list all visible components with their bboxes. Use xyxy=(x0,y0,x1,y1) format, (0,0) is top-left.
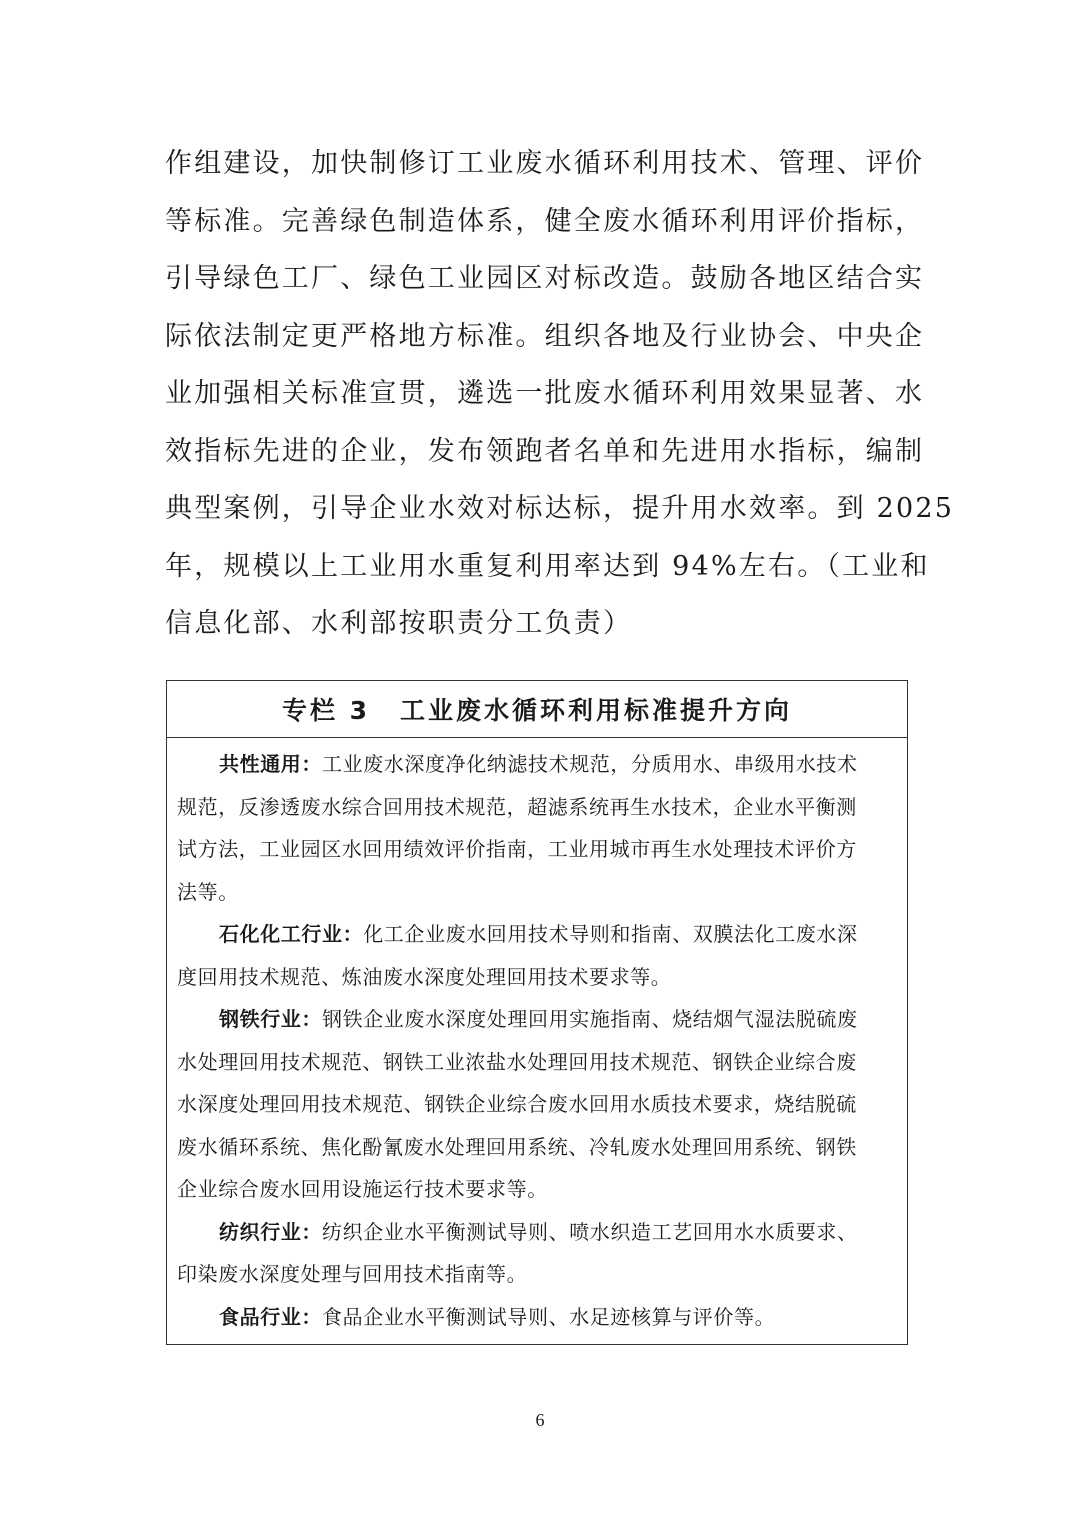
body-line: 年，规模以上工业用水重复利用率达到 94%左右。（工业和 xyxy=(165,550,930,582)
section-line: 水深度处理回用技术规范、钢铁企业综合废水回用水质技术要求，烧结脱硫 xyxy=(177,1092,857,1116)
body-line: 效指标先进的企业，发布领跑者名单和先进用水指标，编制 xyxy=(165,435,925,467)
section-line: 企业综合废水回用设施运行技术要求等。 xyxy=(177,1177,548,1201)
box-title-text: 工业废水循环利用标准提升方向 xyxy=(400,696,793,725)
section-line: 规范，反渗透废水综合回用技术规范，超滤系统再生水技术，企业水平衡测 xyxy=(177,794,857,819)
section-label: 食品行业： xyxy=(219,1304,322,1329)
section-text: 钢铁企业废水深度处理回用实施指南、烧结烟气湿法脱硫废 xyxy=(322,1007,858,1031)
section-first-line xyxy=(177,913,899,956)
body-line: 等标准。完善绿色制造体系，健全废水循环利用评价指标， xyxy=(165,205,925,237)
section-text: 食品企业水平衡测试导则、水足迹核算与评价等。 xyxy=(322,1304,776,1329)
section-first-line xyxy=(177,1211,899,1254)
box-title xyxy=(167,681,907,738)
section-steel xyxy=(177,998,899,1211)
body-line: 际依法制定更严格地方标准。组织各地及行业协会、中央企 xyxy=(165,320,925,352)
section-label: 共性通用： xyxy=(219,752,322,776)
box-body xyxy=(167,738,907,1338)
section-label: 石化化工行业： xyxy=(219,922,364,946)
body-line: 典型案例，引导企业水效对标达标，提升用水效率。到 2025 xyxy=(165,493,955,524)
box-number: 专栏 3 xyxy=(281,696,371,725)
section-first-line xyxy=(177,743,899,786)
page-number: 6 xyxy=(535,1410,545,1430)
body-line: 信息化部、水利部按职责分工负责） xyxy=(165,608,633,639)
section-line: 法等。 xyxy=(177,879,239,904)
section-textile xyxy=(177,1211,899,1296)
section-petrochemical xyxy=(177,913,899,998)
section-first-line xyxy=(177,998,899,1041)
special-column-box xyxy=(166,680,908,1345)
section-line: 水处理回用技术规范、钢铁工业浓盐水处理回用技术规范、钢铁企业综合废 xyxy=(177,1049,857,1074)
section-line: 试方法，工业园区水回用绩效评价指南，工业用城市再生水处理技术评价方 xyxy=(177,837,857,861)
section-label: 钢铁行业： xyxy=(219,1007,322,1031)
section-first-line xyxy=(177,1296,899,1339)
section-line: 废水循环系统、焦化酚氰废水处理回用系统、冷轧废水处理回用系统、钢铁 xyxy=(177,1134,857,1159)
body-line: 作组建设，加快制修订工业废水循环利用技术、管理、评价 xyxy=(165,148,925,179)
section-line: 度回用技术规范、炼油废水深度处理回用技术要求等。 xyxy=(177,964,672,989)
body-line: 引导绿色工厂、绿色工业园区对标改造。鼓励各地区结合实 xyxy=(165,263,925,294)
section-line: 印染废水深度处理与回用技术指南等。 xyxy=(177,1262,528,1286)
section-text: 工业废水深度净化纳滤技术规范，分质用水、串级用水技术 xyxy=(322,752,858,776)
section-text: 纺织企业水平衡测试导则、喷水织造工艺回用水水质要求、 xyxy=(322,1219,858,1244)
section-common xyxy=(177,743,899,913)
section-label: 纺织行业： xyxy=(219,1219,322,1244)
section-food xyxy=(177,1296,899,1339)
body-line: 业加强相关标准宣贯，遴选一批废水循环利用效果显著、水 xyxy=(165,378,925,409)
body-paragraph xyxy=(165,135,955,653)
section-text: 化工企业废水回用技术导则和指南、双膜法化工废水深 xyxy=(363,922,858,946)
